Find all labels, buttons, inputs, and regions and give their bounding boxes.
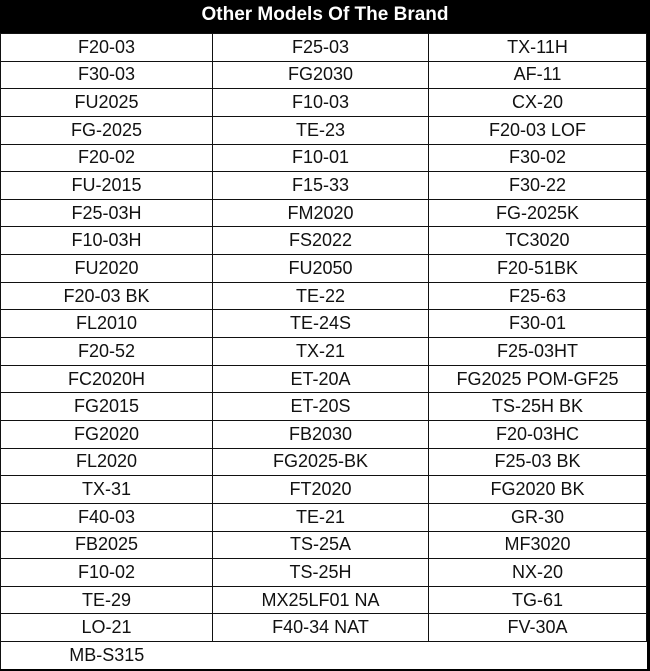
- model-cell: F25-63: [429, 282, 647, 310]
- model-cell: LO-21: [1, 614, 213, 642]
- model-cell: F10-03H: [1, 227, 213, 255]
- model-cell: F30-02: [429, 144, 647, 172]
- table-row: [1, 503, 647, 531]
- panel-title: Other Models Of The Brand: [0, 0, 650, 33]
- model-cell: TE-29: [1, 586, 213, 614]
- model-cell: TE-24S: [213, 310, 429, 338]
- table-row: [1, 116, 647, 144]
- model-cell: F20-03 LOF: [429, 116, 647, 144]
- model-cell: FB2030: [213, 420, 429, 448]
- model-cell: FU-2015: [1, 172, 213, 200]
- table-row: [1, 531, 647, 559]
- table-row: [1, 172, 647, 200]
- table-row: [1, 448, 647, 476]
- model-cell: FG2020: [1, 420, 213, 448]
- table-row: [1, 338, 647, 366]
- model-cell: F30-01: [429, 310, 647, 338]
- model-cell: F25-03: [213, 34, 429, 62]
- table-row: [1, 89, 647, 117]
- model-cell: [213, 642, 429, 669]
- model-cell: F20-51BK: [429, 255, 647, 283]
- model-cell: TE-23: [213, 116, 429, 144]
- table-row: [1, 255, 647, 283]
- model-cell: F20-03 BK: [1, 282, 213, 310]
- model-cell: FG2025 POM-GF25: [429, 365, 647, 393]
- model-cell: TX-11H: [429, 34, 647, 62]
- model-cell: MX25LF01 NA: [213, 586, 429, 614]
- model-cell: F10-03: [213, 89, 429, 117]
- model-cell: F20-02: [1, 144, 213, 172]
- table-row: [1, 476, 647, 504]
- model-cell: F10-01: [213, 144, 429, 172]
- model-cell: TX-21: [213, 338, 429, 366]
- model-cell: FU2025: [1, 89, 213, 117]
- model-cell: AF-11: [429, 61, 647, 89]
- table-row: [1, 614, 647, 642]
- model-cell: FG2025-BK: [213, 448, 429, 476]
- table-row: [1, 559, 647, 587]
- model-cell: FG2015: [1, 393, 213, 421]
- table-row: [1, 420, 647, 448]
- model-cell: F40-03: [1, 503, 213, 531]
- model-cell: TX-31: [1, 476, 213, 504]
- model-cell: F30-03: [1, 61, 213, 89]
- model-cell: TE-22: [213, 282, 429, 310]
- model-cell: TG-61: [429, 586, 647, 614]
- table-row: [1, 282, 647, 310]
- table-row: [1, 199, 647, 227]
- model-cell: FV-30A: [429, 614, 647, 642]
- model-cell: FG-2025K: [429, 199, 647, 227]
- model-cell: FG-2025: [1, 116, 213, 144]
- model-cell: FU2020: [1, 255, 213, 283]
- model-cell: F25-03HT: [429, 338, 647, 366]
- model-cell: TS-25H BK: [429, 393, 647, 421]
- table-row: [1, 642, 647, 669]
- model-cell: MB-S315: [1, 642, 213, 669]
- model-cell: NX-20: [429, 559, 647, 587]
- model-cell: F10-02: [1, 559, 213, 587]
- model-cell: GR-30: [429, 503, 647, 531]
- model-cell: FU2050: [213, 255, 429, 283]
- model-cell: FG2020 BK: [429, 476, 647, 504]
- model-cell: FL2020: [1, 448, 213, 476]
- model-cell: MF3020: [429, 531, 647, 559]
- model-cell: F25-03 BK: [429, 448, 647, 476]
- table-row: [1, 586, 647, 614]
- model-cell: TC3020: [429, 227, 647, 255]
- model-cell: F20-52: [1, 338, 213, 366]
- model-cell: CX-20: [429, 89, 647, 117]
- model-cell: F20-03HC: [429, 420, 647, 448]
- model-cell: F15-33: [213, 172, 429, 200]
- model-cell: FC2020H: [1, 365, 213, 393]
- model-cell: FB2025: [1, 531, 213, 559]
- model-cell: FT2020: [213, 476, 429, 504]
- table-row: [1, 393, 647, 421]
- model-cell: ET-20A: [213, 365, 429, 393]
- model-cell: FS2022: [213, 227, 429, 255]
- model-cell: F40-34 NAT: [213, 614, 429, 642]
- model-cell: FL2010: [1, 310, 213, 338]
- table-row: [1, 144, 647, 172]
- model-cell: ET-20S: [213, 393, 429, 421]
- table-row: [1, 365, 647, 393]
- table-row: [1, 310, 647, 338]
- model-cell: F25-03H: [1, 199, 213, 227]
- model-cell: FM2020: [213, 199, 429, 227]
- model-cell: TE-21: [213, 503, 429, 531]
- models-table-body: [1, 34, 647, 670]
- model-cell: [429, 642, 647, 669]
- models-table: [0, 33, 647, 669]
- table-row: [1, 61, 647, 89]
- model-cell: TS-25A: [213, 531, 429, 559]
- model-cell: FG2030: [213, 61, 429, 89]
- model-cell: F30-22: [429, 172, 647, 200]
- table-row: [1, 227, 647, 255]
- table-row: [1, 34, 647, 62]
- model-cell: F20-03: [1, 34, 213, 62]
- model-cell: TS-25H: [213, 559, 429, 587]
